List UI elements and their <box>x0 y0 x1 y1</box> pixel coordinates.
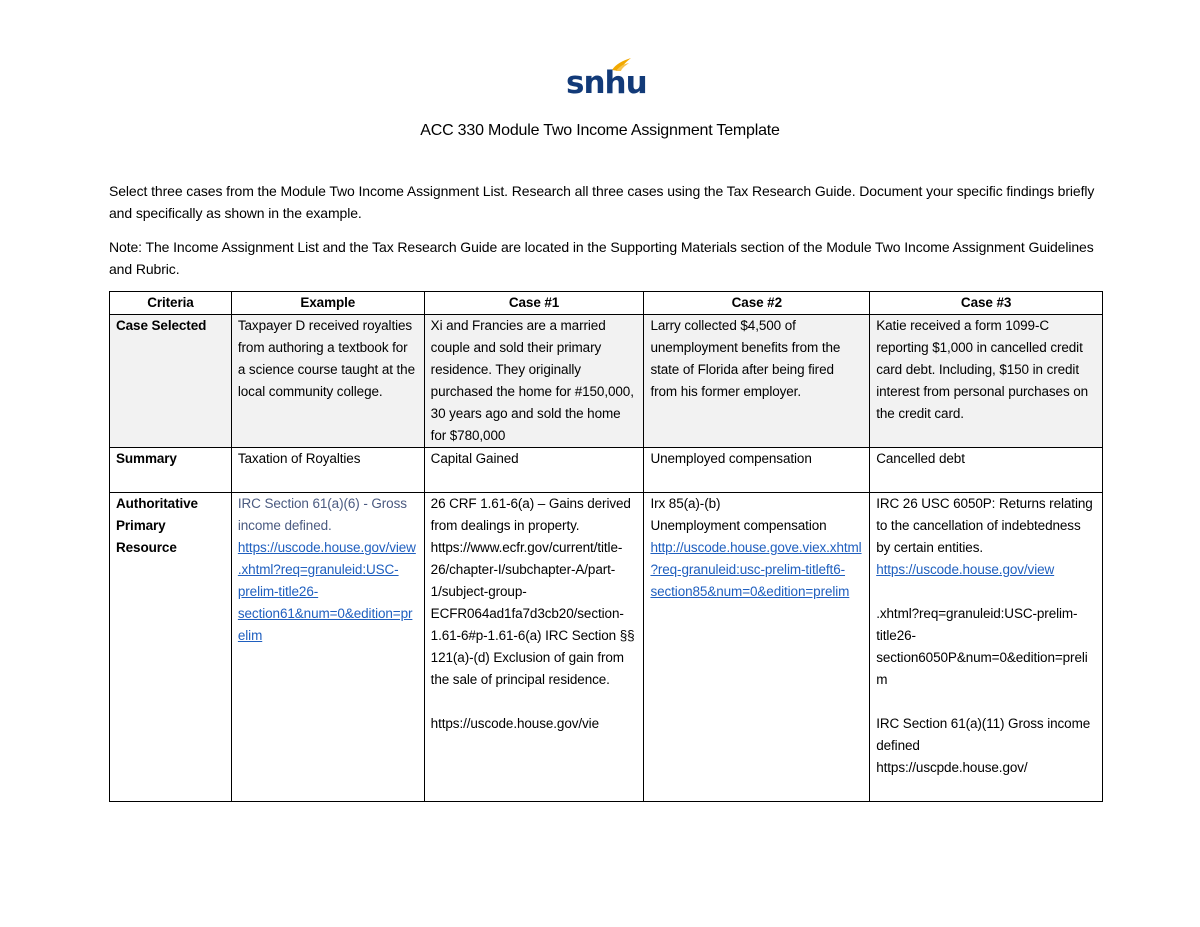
row-label-summary: Summary <box>110 448 232 493</box>
auth-1-text-a: 26 CRF 1.61-6(a) – Gains derived from dealings in property. <box>430 496 631 533</box>
cell-case-3[interactable]: Katie received a form 1099-C reporting $1,000 in cancelled credit card debt. Including, $150 in credit interest from personal purchases on the credit card. <box>870 315 1103 448</box>
snhu-logo <box>566 56 647 102</box>
auth-2-link[interactable]: http://uscode.house.gove.viex.xhtml?req-granuleid:usc-prelim-titleft6-section85&num=0&edition=prelim <box>650 540 862 599</box>
cell-case-example[interactable]: Taxpayer D received royalties from authoring a textbook for a science course taught at the local community college. <box>231 315 424 448</box>
cell-case-1[interactable]: Xi and Francies are a married couple and sold their primary residence. They originally purchased the home for #150,000, 30 years ago and sold the home for $780,000 <box>424 315 644 448</box>
header-case-3: Case #3 <box>870 292 1103 315</box>
auth-3-spacer <box>876 581 1096 603</box>
table-header-row <box>110 292 1103 315</box>
cell-case-2[interactable]: Larry collected $4,500 of unemployment benefits from the state of Florida after being fired from his former employer. <box>644 315 870 448</box>
auth-3-text-b: IRC Section 61(a)(11) Gross income defined <box>876 716 1091 753</box>
auth-3-link[interactable]: https://uscode.house.gov/view <box>876 562 1055 577</box>
cell-summary-2[interactable]: Unemployed compensation <box>644 448 870 493</box>
table-row-case-selected <box>110 315 1103 448</box>
header-example: Example <box>231 292 424 315</box>
instructions-paragraph: Select three cases from the Module Two Income Assignment List. Research all three cases using the Tax Research Guide. Document your specific findings briefly and specifically as shown in the example. <box>109 183 1095 221</box>
cell-auth-3[interactable] <box>870 493 1103 802</box>
auth-1-url-2: https://uscode.house.gov/vie <box>430 716 599 731</box>
auth-3-continued: .xhtml?req=granuleid:USC-prelim-title26-section6050P&num=0&edition=prelim <box>876 606 1088 687</box>
header-criteria: Criteria <box>110 292 232 315</box>
assignment-table <box>109 291 1103 802</box>
table-row-authoritative <box>110 493 1103 802</box>
note-text: The Income Assignment List and the Tax Research Guide are located in the Supporting Materials section of the Module Two Income Assignment Guidelines and Rubric. <box>109 239 1094 277</box>
auth-3-url: https://uscpde.house.gov/ <box>876 760 1028 775</box>
auth-3-spacer-2 <box>876 691 1096 713</box>
logo-wordmark: snhu <box>566 65 647 101</box>
row-label-case-selected: Case Selected <box>110 315 232 448</box>
auth-1-url-1: https://www.ecfr.gov/current/title-26/chapter-I/subchapter-A/part-1/subject-group-ECFR064ad1fa7d3cb20/section-1.61-6#p-1.61-6(a) <box>430 540 624 643</box>
auth-example-link[interactable]: https://uscode.house.gov/view.xhtml?req=granuleid:USC-prelim-title26-section61&num=0&edition=prelim <box>237 540 416 643</box>
cell-auth-2[interactable] <box>644 493 870 802</box>
auth-1-text-b: IRC Section §§ 121(a)-(d) Exclusion of gain from the sale of principal residence. <box>430 628 635 687</box>
note-paragraph <box>109 236 1099 280</box>
header-case-1: Case #1 <box>424 292 644 315</box>
cell-auth-1[interactable] <box>424 493 644 802</box>
note-label: Note: <box>109 239 142 255</box>
document-title: ACC 330 Module Two Income Assignment Template <box>420 122 780 139</box>
auth-2-text-a: Irx 85(a)-(b) <box>650 496 721 511</box>
auth-example-text: IRC Section 61(a)(6) - Gross income defined. <box>237 496 407 533</box>
auth-3-text-a: IRC 26 USC 6050P: Returns relating to the cancellation of indebtedness by certain entities. <box>876 496 1093 555</box>
cell-auth-example[interactable] <box>231 493 424 802</box>
cell-summary-example[interactable]: Taxation of Royalties <box>231 448 424 493</box>
auth-1-spacer <box>431 691 638 713</box>
cell-summary-1[interactable]: Capital Gained <box>424 448 644 493</box>
row-label-authoritative: Authoritative Primary Resource <box>110 493 232 802</box>
header-case-2: Case #2 <box>644 292 870 315</box>
auth-2-text-b: Unemployment compensation <box>650 518 827 533</box>
table-row-summary <box>110 448 1103 493</box>
cell-summary-3[interactable]: Cancelled debt <box>870 448 1103 493</box>
